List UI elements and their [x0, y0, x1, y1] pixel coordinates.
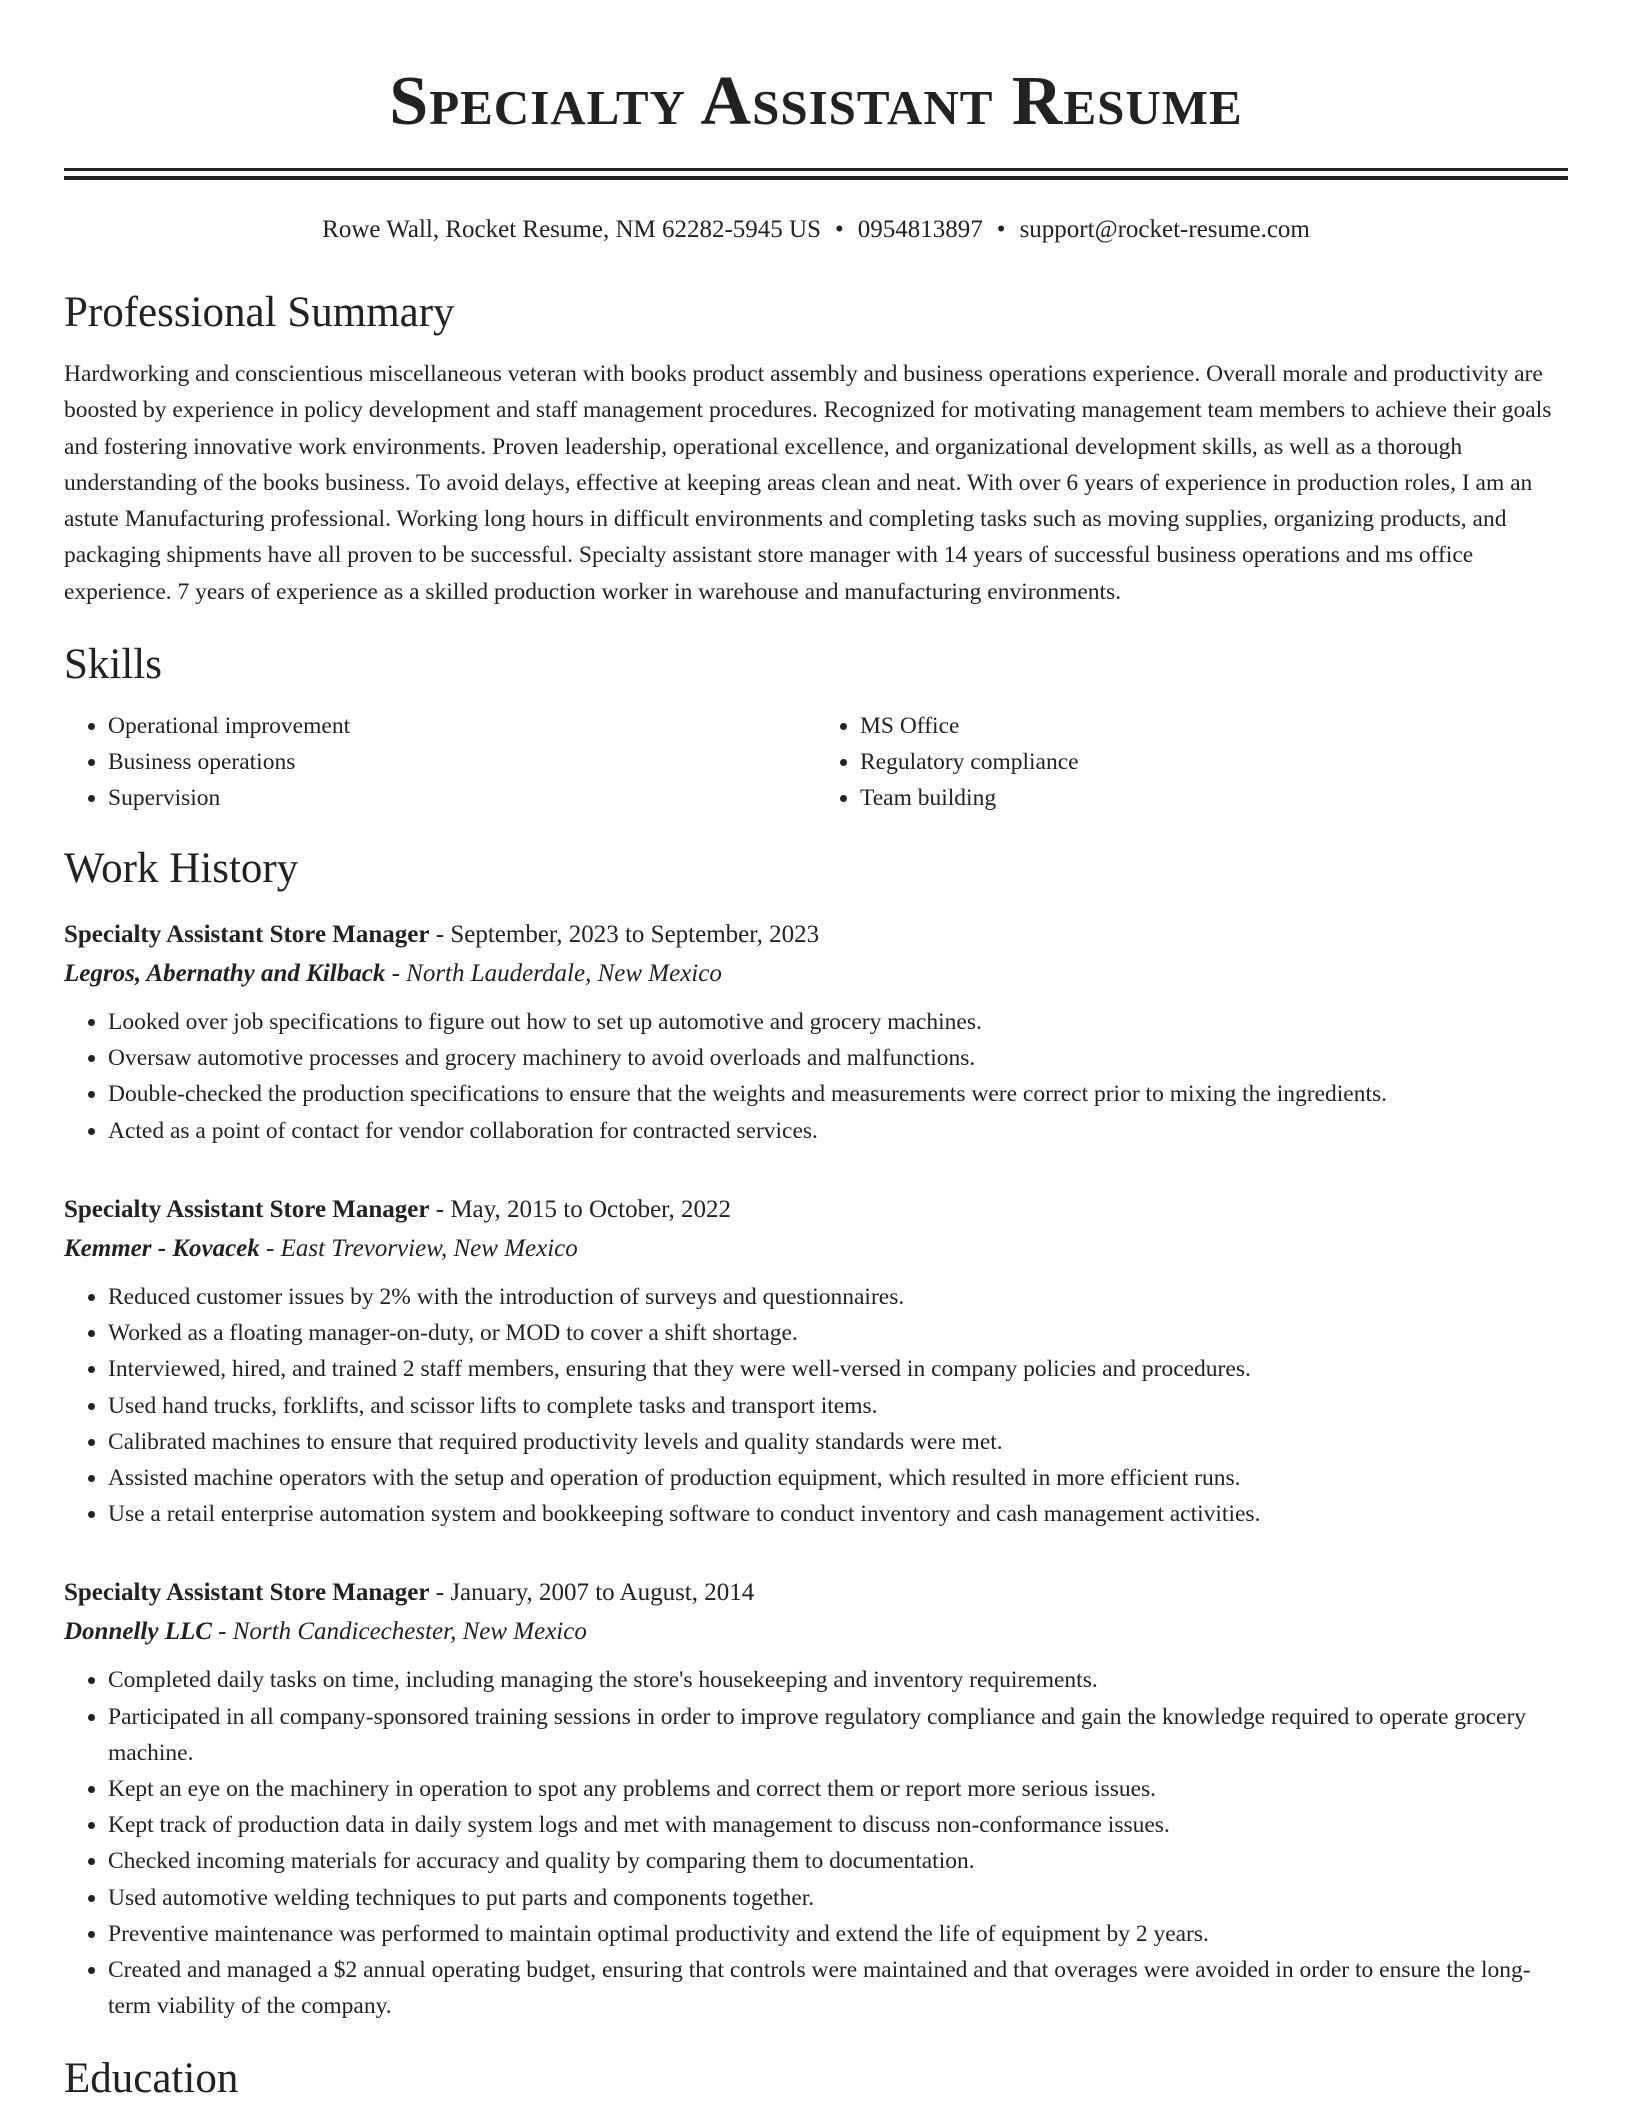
skills-column-left [64, 708, 816, 816]
job-role: Specialty Assistant Store Manager [64, 1579, 430, 1607]
contact-address: Rowe Wall, Rocket Resume, NM 62282-5945 US [322, 216, 822, 243]
skill-item: • Operational improvement [108, 708, 816, 744]
skill-item: • MS Office [860, 708, 1568, 744]
job-location: - East Trevorview, New Mexico [259, 1234, 578, 1262]
duty-item: • Kept an eye on the machinery in operation to spot any problems and correct them or report more serious issues. [108, 1771, 1568, 1807]
duty-item: • Completed daily tasks on time, including managing the store's housekeeping and inventory requirements. [108, 1662, 1568, 1698]
job-dates: - September, 2023 to September, 2023 [429, 921, 820, 949]
skills-column-right [816, 708, 1568, 816]
skill-item: • Business operations [108, 744, 816, 780]
contact-separator: • [996, 216, 1006, 243]
summary-heading: Professional Summary [64, 289, 455, 336]
job-company: Legros, Abernathy and Kilback [64, 960, 386, 988]
job-role: Specialty Assistant Store Manager [64, 921, 430, 949]
job-company: Donnelly LLC [64, 1618, 212, 1646]
duty-item: • Looked over job specifications to figure out how to set up automotive and grocery machines. [108, 1004, 1568, 1040]
job-company-line [64, 1612, 1568, 1652]
duty-item: • Oversaw automotive processes and grocery machinery to avoid overloads and malfunctions. [108, 1040, 1568, 1076]
duty-item: • Calibrated machines to ensure that required productivity levels and quality standards were met. [108, 1424, 1568, 1460]
duty-item: • Used automotive welding techniques to put parts and components together. [108, 1880, 1568, 1916]
job-entry [64, 1191, 1568, 1532]
duty-item: • Reduced customer issues by 2% with the introduction of surveys and questionnaires. [108, 1279, 1568, 1315]
skill-item: • Regulatory compliance [860, 744, 1568, 780]
job-dates: - May, 2015 to October, 2022 [429, 1195, 731, 1223]
duty-item: • Kept track of production data in daily system logs and met with management to discuss non-conformance issues. [108, 1807, 1568, 1843]
job-company-line [64, 954, 1568, 994]
job-duties [64, 1662, 1568, 2024]
resume-title: Specialty Assistant Resume [389, 63, 1243, 140]
duty-item: • Created and managed a $2 annual operating budget, ensuring that controls were maintained and that overages were avoided in order to ensure the long-term viability of the company. [108, 1952, 1568, 2024]
title-divider [64, 168, 1568, 180]
work-history-heading: Work History [64, 845, 299, 893]
duty-item: • Participated in all company-sponsored training sessions in order to improve regulatory compliance and gain the knowledge required to operate grocery machine. [108, 1699, 1568, 1771]
job-location: - North Candicechester, New Mexico [211, 1618, 587, 1646]
duty-item: • Interviewed, hired, and trained 2 staff members, ensuring that they were well-versed in company policies and procedures. [108, 1351, 1568, 1387]
job-duties [64, 1279, 1568, 1532]
contact-email: support@rocket-resume.com [1019, 216, 1310, 243]
duty-item: • Double-checked the production specifications to ensure that the weights and measurements were correct prior to mixing the ingredients. [108, 1076, 1568, 1112]
job-title-line [64, 1191, 1568, 1229]
education-heading: Education [64, 2055, 239, 2103]
duty-item: • Worked as a floating manager-on-duty, or MOD to cover a shift shortage. [108, 1315, 1568, 1351]
skills-list [64, 708, 1568, 816]
summary-text: Hardworking and conscientious miscellaneous veteran with books product assembly and business operations experience. Overall morale and productivity are boosted by experience in policy development and staff management procedures. Recognized for motivating management team members to achieve their goals and fostering innovative work environments. Proven leadership, operational excellence, and organizational development skills, as well as a thorough understanding of the books business. To avoid delays, effective at keeping areas clean and neat. With over 6 years of experience in production roles, I am an astute Manufacturing professional. Working long hours in difficult environments and completing tasks such as moving supplies, organizing products, and packaging shipments have all proven to be successful. Specialty assistant store manager with 14 years of successful business operations and ms office experience. 7 years of experience as a skilled production worker in warehouse and manufacturing environments. [64, 361, 1552, 605]
contact-phone: 0954813897 [857, 216, 983, 243]
job-entry [64, 916, 1568, 1149]
job-company: Kemmer - Kovacek [64, 1234, 260, 1262]
duty-item: • Acted as a point of contact for vendor collaboration for contracted services. [108, 1113, 1568, 1149]
contact-separator: • [835, 216, 844, 243]
job-company-line [64, 1229, 1568, 1269]
contact-line [64, 214, 1568, 246]
skill-item: • Team building [860, 780, 1568, 816]
duty-item: • Preventive maintenance was performed to maintain optimal productivity and extend the life of equipment by 2 years. [108, 1916, 1568, 1952]
job-location: - North Lauderdale, New Mexico [385, 960, 722, 988]
duty-item: • Used hand trucks, forklifts, and scissor lifts to complete tasks and transport items. [108, 1388, 1568, 1424]
duty-item: • Assisted machine operators with the setup and operation of production equipment, which resulted in more efficient runs. [108, 1460, 1568, 1496]
duty-item: • Checked incoming materials for accuracy and quality by comparing them to documentation. [108, 1843, 1568, 1879]
job-dates: - January, 2007 to August, 2014 [429, 1579, 755, 1607]
skill-item: • Supervision [108, 780, 816, 816]
skills-heading: Skills [64, 641, 162, 689]
job-role: Specialty Assistant Store Manager [64, 1195, 430, 1223]
duty-item: • Use a retail enterprise automation system and bookkeeping software to conduct inventory and cash management activities. [108, 1496, 1568, 1532]
job-title-line [64, 1574, 1568, 1612]
job-title-line [64, 916, 1568, 954]
job-entry [64, 1574, 1568, 2024]
job-duties [64, 1004, 1568, 1149]
